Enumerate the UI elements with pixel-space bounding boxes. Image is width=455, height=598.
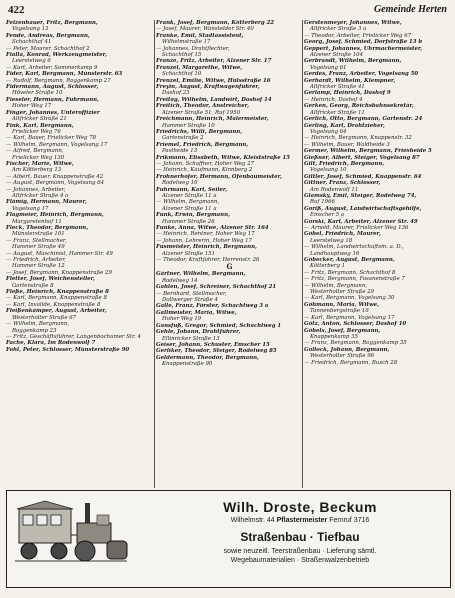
directory-entry-line: Friemel, Friedrich, Bergmann, bbox=[156, 141, 249, 148]
page-header bbox=[8, 4, 447, 18]
directory-entry-line: Gerstenmeyer, Johannes, Witwe, bbox=[304, 20, 402, 26]
directory-entry-line: Westerholter Straße 67 bbox=[12, 314, 77, 321]
directory-entry-line: — Wilhelm, Bergmann, Vogelsang 17 bbox=[6, 141, 108, 148]
directory-entry-line: Frikmann, Elisabeth, Witwe, Kleiststraße 15 bbox=[156, 154, 291, 161]
directory-entry-line: Gittner, Franz, Schlosser, bbox=[304, 180, 381, 187]
directory-entry-line: Fidermann, August, Schlosser, bbox=[6, 84, 99, 91]
directory-entry-line: Margaretenhof 11 bbox=[12, 218, 62, 225]
directory-entry-line: Altfricker Straße 3 a bbox=[310, 26, 367, 33]
directory-entry-line: — August, Maschinist, Hammer Str. 49 bbox=[6, 250, 113, 257]
directory-entry-line: Hammer Straße 10 bbox=[162, 122, 215, 129]
directory-entry-line: Emscher 5 a bbox=[310, 212, 345, 219]
ad-address-line bbox=[155, 517, 445, 524]
directory-entry-line: Georg, Josef, Schmied, Dorfstraße 13 b bbox=[304, 39, 423, 46]
ad-trade: Pflastermeister bbox=[276, 517, 328, 524]
directory-entry-line: Alzener Straße 51, Ruf 1950 bbox=[162, 109, 240, 116]
directory-entry-line: Gerlamp, Heinrich, Dashof 9 bbox=[304, 90, 391, 97]
directory-entry-line: Göhmann, Maria, Witwe, bbox=[304, 301, 379, 308]
directory-entry-line: — Rudolf, Bergmann, Roggenkamp 27 bbox=[6, 77, 111, 84]
directory-entry-line: Alzener Straße 11 a bbox=[162, 205, 217, 212]
directory-column-2 bbox=[154, 20, 303, 488]
directory-entry-line: Gerbrandt, Wilhelm, Bergmann, bbox=[304, 58, 402, 65]
directory-entry-line: Gallmeister, Maria, Witwe, bbox=[156, 309, 237, 316]
directory-entry-line: Leerstelweg 6 bbox=[12, 58, 51, 65]
directory-entry-line: Hammer Straße 26 bbox=[162, 218, 215, 225]
directory-entry-line: Altfricker Straße 11 bbox=[310, 109, 365, 116]
directory-entry-line: Tannenbergstraße 16 bbox=[310, 308, 369, 315]
directory-entry-line: Gießner, Albert, Steiger, Vogelsang 87 bbox=[304, 154, 420, 161]
directory-entry-line: Giltler, Josef, Schmied, Knappenstr. 64 bbox=[304, 173, 422, 180]
directory-entry-line: Altfricker Straße 4 a bbox=[12, 192, 69, 199]
directory-entry-line: Gansfuß, Gregor, Schmied, Schachtweg 1 bbox=[156, 322, 282, 329]
directory-entry-line: Münsterstraße 101 bbox=[12, 231, 65, 238]
directory-entry-line: — Wilhelm, Bauer, Waldheide 3 bbox=[304, 141, 390, 148]
directory-entry-line: Vogelsang 13 bbox=[12, 26, 49, 33]
steam-roller-illustration bbox=[11, 495, 131, 581]
directory-entry-line: — Theodor, Arbeiter, Frielicker Weg 67 bbox=[304, 32, 412, 39]
directory-entry-line: Fusmeister, Heinrich, Bergmann, bbox=[156, 244, 257, 251]
running-head: Gemeinde Herten bbox=[373, 4, 447, 15]
directory-entry-line: Gahlen, Josef, Schreiner, Schachthof 21 bbox=[156, 284, 277, 291]
directory-entry-line: — Franz, Stellmacher, bbox=[6, 237, 67, 244]
directory-entry-line: Franze, Fritz, Arbeiter, Alzener Str. 17 bbox=[156, 58, 272, 65]
directory-entry-line: Altfricker Straße 41 bbox=[310, 84, 365, 91]
directory-entry-line: — Alfred, Bergmann, bbox=[6, 148, 64, 155]
directory-entry-line: Göbecker, August, Bergmann, bbox=[304, 257, 395, 264]
directory-entry-line: — Wilhelm, Bergmann, bbox=[156, 199, 220, 206]
directory-entry-line: Fieseler, Hermann, Fuhrmann, bbox=[6, 96, 99, 103]
directory-entry-line: — Johannes, Arbeiter, bbox=[6, 186, 66, 193]
directory-entry-line: Frielicker Weg 130 bbox=[12, 154, 65, 161]
directory-entry-line: — Bernhard, Stellmacher, bbox=[156, 290, 227, 297]
directory-entry-line: — Friedrich, Arbeiter, bbox=[6, 257, 66, 264]
directory-entry-line: — Wilhelm, Bergmann, bbox=[304, 282, 368, 289]
directory-entry-line: Rodelweg 14 bbox=[162, 277, 198, 284]
directory-entry-line: Hoher Weg 19 bbox=[162, 316, 202, 323]
directory-entry-line: Felzenhauer, Fritz, Bergmann, bbox=[6, 20, 98, 26]
directory-entry-line: — Wilhelm, Landwirtschaftsm. a. D., bbox=[304, 244, 404, 251]
directory-entry-line: — Fritz, Geschäftsführer, Langenbochumer Str. 4 bbox=[6, 333, 141, 340]
directory-entry-line: Altfricker Straße 21 bbox=[12, 116, 67, 123]
directory-entry-line: Fleße, Heinrich, Knappenstraße 8 bbox=[6, 289, 109, 296]
directory-entry-line: Frank, Josef, Bergmann, Kötterberg 22 bbox=[156, 20, 275, 26]
directory-entry-line: — Fritz, Bergmann, Schachthof 8 bbox=[304, 269, 396, 276]
directory-entry-line: Fohl, Peter, Schlosser, Münsterstraße 90 bbox=[6, 346, 130, 353]
directory-entry-line: Gerling, Karl, Drahtzieher, bbox=[304, 122, 385, 129]
directory-column-3 bbox=[302, 20, 451, 488]
directory-entry-line: Fischer, Marie, Witwe, bbox=[6, 160, 74, 167]
directory-entry-line: — Heinrich, Dashof 4 bbox=[304, 96, 363, 103]
directory-entry-line: Landhauptweg 16 bbox=[310, 250, 360, 257]
directory-entry-line: Alzener Straße 104 bbox=[310, 52, 364, 59]
directory-entry-line: Schachthof 41 bbox=[12, 39, 52, 46]
directory-entry-line: — Theodor, Kraftfahrer, Herrenstr. 26 bbox=[156, 257, 260, 264]
directory-entry-line: Frenzel, Emilie, Witwe, Hülsstraße 16 bbox=[156, 77, 271, 84]
directory-entry-line: Hammer Straße 12 bbox=[12, 263, 65, 270]
directory-entry-line: Galle, Franz, Förster, Schachtweg 3 a bbox=[156, 303, 269, 310]
directory-entry-line: Frohnerhöfer, Hermann, Ofenbaumeister, bbox=[156, 173, 282, 180]
directory-entry-line: Fink, Karl, Bergmann, bbox=[6, 122, 74, 129]
directory-entry-line: Gerdes, Franz, Arbeiter, Vogelsang 50 bbox=[304, 71, 419, 78]
directory-entry-line: — Josef, Bergmann, Knappenstraße 29 bbox=[6, 269, 112, 276]
directory-entry-line: Wilhelmstraße 17 bbox=[162, 39, 211, 46]
directory-entry-line: Finger, Johannes, Unteroffizier bbox=[6, 109, 100, 116]
ad-text-block bbox=[155, 499, 445, 564]
directory-entry-line: — Karl, Bergmann, Knappenstraße 8 bbox=[6, 295, 107, 302]
directory-entry-line: Freitag, Wilhelm, Landwirt, Dashof 14 bbox=[156, 96, 272, 103]
ad-phone: Fernruf 3716 bbox=[329, 517, 370, 524]
directory-entry-line: Vogelsang 64 bbox=[310, 128, 347, 135]
directory-entry-line: Goriß, August, Landwirtschaftsgehilfe, bbox=[304, 205, 422, 212]
directory-entry-line: — Karl, Bergmann, Vogelsang 30 bbox=[304, 295, 395, 302]
directory-entry-line: Rodelweg 10 bbox=[162, 180, 198, 187]
directory-entry-line: Gollock, Johann, Bergmann, bbox=[304, 346, 390, 353]
directory-entry-line: Flämig, Hermann, Maurer, bbox=[6, 199, 87, 206]
directory-entry-line: Leerstelweg 18 bbox=[310, 237, 353, 244]
directory-entry-line: Knappenstraße 90 bbox=[162, 361, 213, 368]
directory-entry-line: Fache, Klara, Im Rodenwolf 7 bbox=[6, 340, 96, 347]
directory-entry-line: Franzel, Margarethe, Witwe, bbox=[156, 64, 243, 71]
directory-entry-line: Gärtner, Wilhelm, Bergmann, bbox=[156, 271, 246, 278]
directory-entry-line: Gehle, Johann, Drahtführer, bbox=[156, 329, 241, 336]
directory-entry-line: Dashof 23 bbox=[162, 90, 190, 97]
directory-entry-line: — Heinrich, Bergmann, Knappenstr. 32 bbox=[304, 135, 412, 142]
directory-entry-line: Westerholter Straße 29 bbox=[310, 289, 375, 296]
directory-entry-line: Glamsky, Emil, Steiger, Rodelweg 74, bbox=[304, 192, 417, 199]
directory-entry-line: Freyin, August, Kraftwagenführer, bbox=[156, 84, 260, 91]
directory-entry-line: Gorski, Karl, Arbeiter, Alzener Str. 49 bbox=[304, 218, 418, 225]
directory-entry-line: — Wilhelm, Bergmann, bbox=[6, 321, 70, 328]
directory-entry-line: Fider, Karl, Bergmann, Münsterstr. 63 bbox=[6, 71, 123, 78]
directory-entry-line: Geppert, Johannes, Uhrmachermeister, bbox=[304, 45, 423, 52]
directory-entry-line: Am Kötterberg 13 bbox=[12, 167, 62, 174]
directory-entry-line: Westerholter Straße 96 bbox=[310, 353, 375, 360]
directory-entry-line: Fleißenkämper, August, Arbeiter, bbox=[6, 308, 107, 315]
ad-line-2: Wegebaumaterialien · Straßenwalzenbetrieb bbox=[230, 557, 370, 564]
directory-entry-line: Germer, Wilhelm, Bergmann, Friesheide 5 bbox=[304, 148, 432, 155]
directory-entry-line: Gartenstraße 8 bbox=[12, 282, 54, 289]
directory-entry-line: — Karl, Bergmann, Vogelsang 17 bbox=[304, 314, 395, 321]
directory-entry-line: Gilt, Friedrich, Bergmann, bbox=[304, 160, 385, 167]
directory-entry-line: — Johann, Schaffner, Hoher Weg 27 bbox=[156, 160, 255, 167]
directory-entry-line: Alzener Straße 151 bbox=[162, 250, 216, 257]
directory-entry-line: — Josef, Maurer, Wanstelder Str. 40 bbox=[156, 26, 254, 33]
directory-entry-line: Pastheide 13 bbox=[162, 148, 198, 155]
ad-headline: Straßenbau · Tiefbau bbox=[240, 530, 360, 544]
directory-entry-line: — Johann, Lehrerin, Hoher Weg 17 bbox=[156, 237, 252, 244]
directory-entry-line: Fletter, Josef, Weichensteller, bbox=[6, 276, 95, 283]
directory-entry-line: Roggenkamp 23 bbox=[12, 327, 57, 334]
ad-line-1: sowie neuzeitl. Teerstraßenbau · Lieferung sämtl. bbox=[223, 548, 377, 555]
directory-entry-line: Franke, Emil, Stadtassistent, bbox=[156, 32, 244, 39]
directory-entry-line: Fialla, Konrad, Werkzeugmeister, bbox=[6, 52, 107, 59]
directory-entry-line: Alzener Straße 11 a bbox=[162, 192, 217, 199]
directory-entry-line: — August, Bergmann, Vogelsang 64 bbox=[6, 180, 105, 187]
directory-entry-line: Gerlich, Otto, Bergmann, Gartenstr. 24 bbox=[304, 116, 423, 123]
directory-entry-line: Kötterberg 1 bbox=[310, 263, 346, 270]
directory-entry-line: Höveler Straße 10 bbox=[12, 90, 63, 97]
page-number: 422 bbox=[8, 4, 25, 16]
directory-entry-line: Geldermann, Theodor, Bergmann, bbox=[156, 354, 259, 361]
directory-entry-line: Ruf 1966 bbox=[310, 199, 335, 206]
directory-entry-line: Ellinricker Straße 13 bbox=[162, 335, 220, 342]
directory-entry-line: Gerliker, Theodor, Steiger, Rodelweg 85 bbox=[156, 348, 277, 355]
directory-entry-line: — Heinrich, Rentner, Hoher Weg 17 bbox=[156, 231, 255, 238]
directory-entry-line: — Karl, Invalide, Knappenstraße 8 bbox=[6, 301, 101, 308]
directory-column-1 bbox=[6, 20, 153, 488]
directory-entry-line: Freitich, Theodor, Anstreicher, bbox=[156, 103, 249, 110]
directory-entry-line: — Heinrich, Kaufmann, Kinnberg 2 bbox=[156, 167, 253, 174]
directory-entry-line: Am Rodenwolf 11 bbox=[310, 186, 359, 193]
directory-entry-line: Frielicker Weg 76 bbox=[12, 128, 61, 135]
directory-entry-line: Schachthof 15 bbox=[162, 52, 202, 59]
directory-entry-line: Gartenstraße 2 bbox=[162, 135, 204, 142]
advertisement bbox=[6, 490, 451, 588]
directory-entry-line: Schachthof 10 bbox=[162, 71, 202, 78]
directory-entry-line: Flagmeier, Heinrich, Bergmann, bbox=[6, 212, 104, 219]
directory-entry-line: — Albert, Bauer, Knappenstraße 42 bbox=[6, 173, 104, 180]
directory-entry-line: — Arnold, Maurer, Frielicker Weg 136 bbox=[304, 225, 409, 231]
ad-company-name: Wilh. Droste, Beckum bbox=[223, 499, 377, 515]
section-letter: G bbox=[226, 263, 233, 272]
directory-entry-line: Vogelsang 10 bbox=[310, 167, 347, 174]
directory-entry-line: Fleck, Theodor, Bergmann, bbox=[6, 225, 89, 231]
directory-entry-line: Göbels, Josef, Bergmann, bbox=[304, 327, 381, 334]
directory-entry-line: Vogelsang 17 bbox=[12, 205, 49, 212]
directory-entry-line: Göbel, Friedrich, Maurer, bbox=[304, 231, 381, 238]
directory-entry-line: — Friedrich, Bergmann, Busch 28 bbox=[304, 359, 398, 366]
directory-entry-line: — Franz, Bergmann, Roggenkamp 35 bbox=[304, 340, 407, 347]
directory-entry-line: Knappenkamp 35 bbox=[310, 333, 358, 340]
directory-entry-line: Gerken, Georg, Reichsbahnsekretär, bbox=[304, 103, 414, 110]
directory-entry-line: Fuhrmann, Karl, Seiler, bbox=[156, 186, 228, 193]
directory-entry-line: Hammer Straße 49 bbox=[12, 244, 65, 251]
directory-entry-line: Hoher Weg 17 bbox=[12, 103, 52, 110]
directory-entry-line: Vogelsang 61 bbox=[310, 64, 347, 71]
directory-entry-line: Dollwerger Straße 4 bbox=[162, 297, 218, 304]
directory-entry-line: — Johannes, Drahtflechter, bbox=[156, 45, 230, 52]
directory-entry-line: — Karl, Bauer, Frielicker Weg 78 bbox=[6, 135, 97, 142]
directory-entry-line: Gerhardt, Wilhelm, Klempner, bbox=[304, 77, 396, 84]
directory-entry-line: Funke, Anna, Witwe, Alzener Str. 164 bbox=[156, 225, 269, 231]
directory-entry-line: — Peter, Maurer, Schachthof 2 bbox=[6, 45, 90, 52]
directory-entry-line: Geiser, Johann, Schuster, Emscher 15 bbox=[156, 341, 270, 348]
directory-entry-line: — Kurt, Arbeiter, Sommerkamp 9 bbox=[6, 64, 98, 71]
ad-address: Wilhelmstr. 44 bbox=[230, 517, 275, 524]
directory-columns bbox=[6, 20, 449, 488]
directory-entry-line: — Fritz, Bergmann, Fasanenstraße 7 bbox=[304, 276, 405, 283]
directory-entry-line: Freichmann, Heinrich, Malermeister, bbox=[156, 116, 269, 123]
directory-entry-line: Fende, Andreas, Bergmann, bbox=[6, 32, 90, 39]
directory-entry-line: Funk, Erwin, Bergmann, bbox=[156, 212, 230, 219]
directory-entry-line: Götz, Anton, Schlosser, Dashof 10 bbox=[304, 321, 407, 328]
directory-entry-line: Friedrichs, Willi, Bergmann, bbox=[156, 128, 243, 135]
